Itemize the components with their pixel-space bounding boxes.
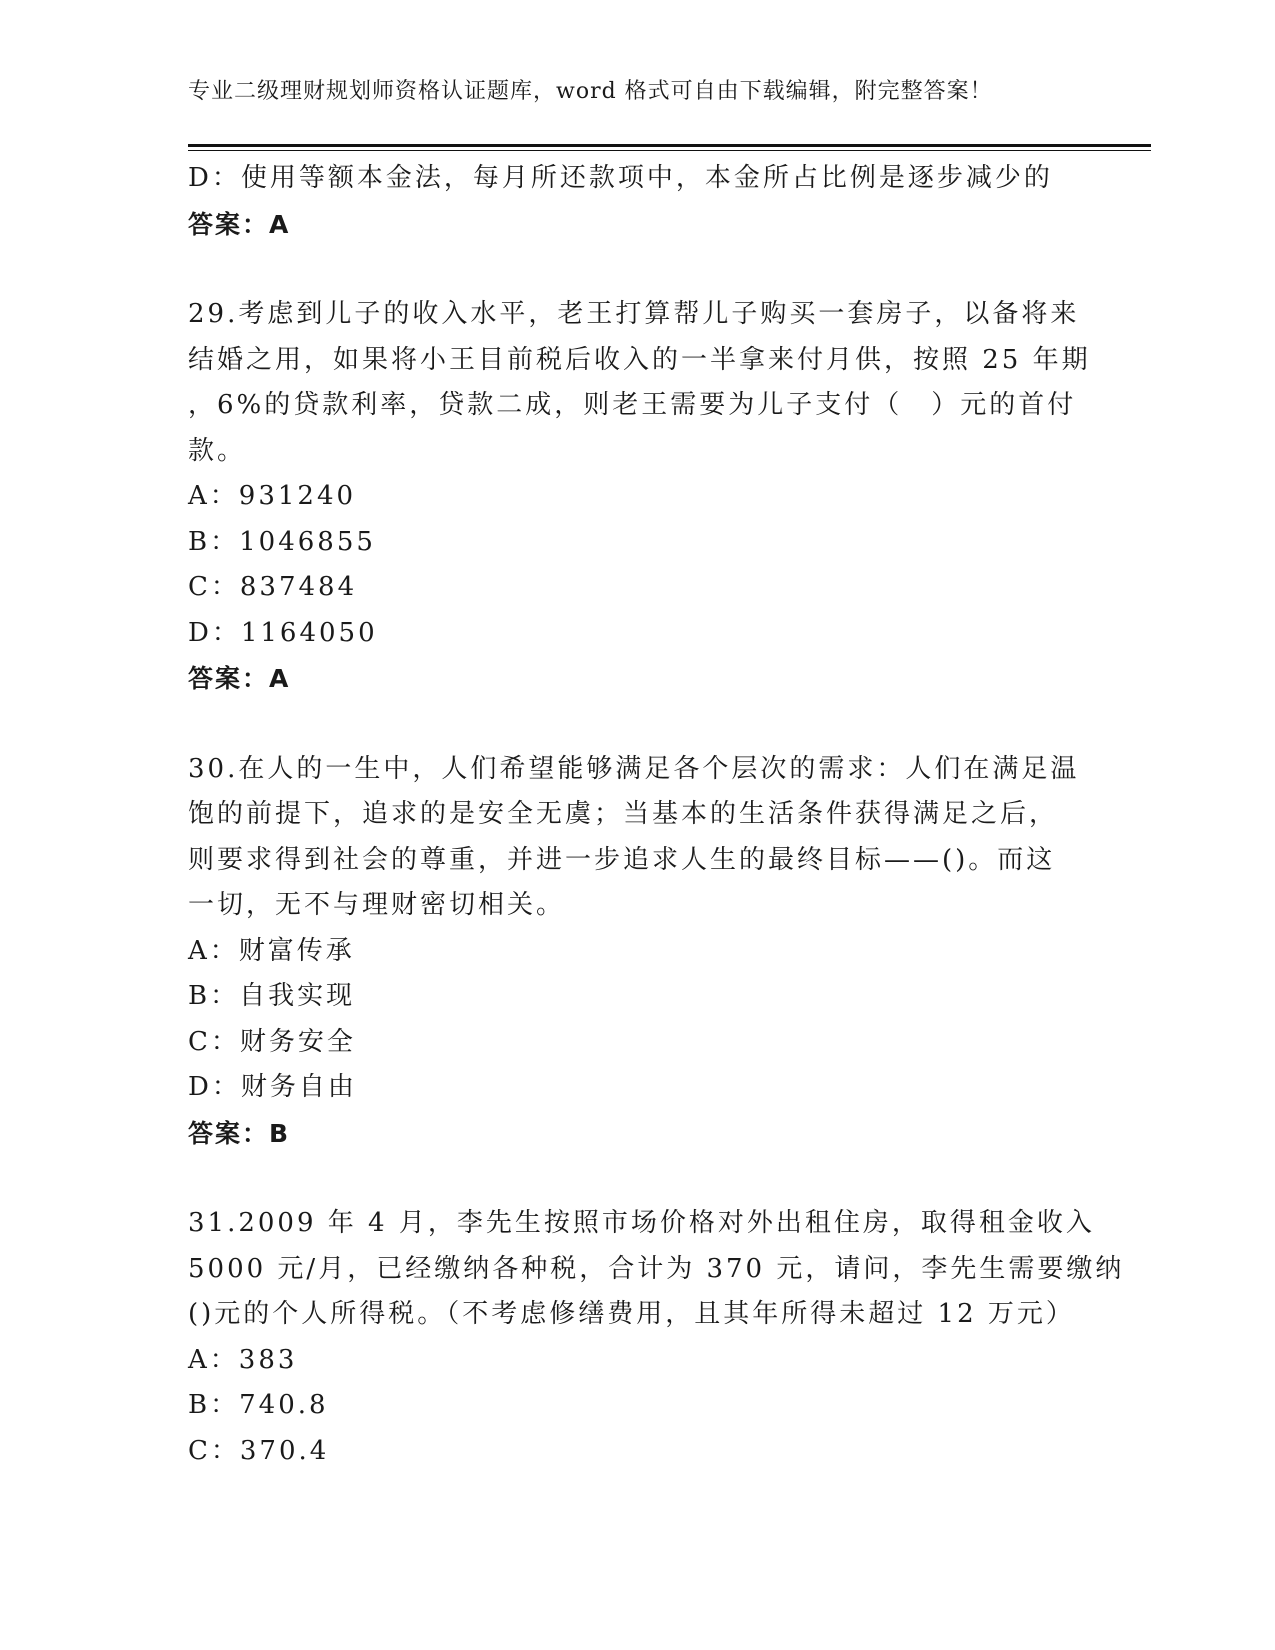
option-line: A：931240 — [188, 481, 357, 511]
question-text-line: 饱的前提下，追求的是安全无虞；当基本的生活条件获得满足之后， — [188, 799, 1059, 829]
question-text-line: 则要求得到社会的尊重，并进一步追求人生的最终目标——()。而这 — [188, 844, 1056, 875]
page-header: 专业二级理财规划师资格认证题库，word 格式可自由下载编辑，附完整答案！ — [188, 79, 993, 104]
option-line: A：383 — [188, 1344, 298, 1375]
question-text-line: ，6%的贷款利率，贷款二成，则老王需要为儿子支付（ ）元的首付 — [188, 390, 1077, 420]
option-line: B：740.8 — [188, 1390, 329, 1420]
question-text-line: ()元的个人所得税。（不考虑修缮费用，且其年所得未超过 12 万元） — [188, 1299, 1075, 1329]
question-block — [188, 747, 1088, 1157]
option-line: D：使用等额本金法，每月所还款项中，本金所占比例是逐步减少的 — [188, 163, 1053, 193]
option-line: B：1046855 — [188, 526, 376, 557]
answer-line: 答案：A — [188, 664, 291, 693]
question-text-line: 30.在人的一生中，人们希望能够满足各个层次的需求：人们在满足温 — [188, 753, 1080, 784]
option-line: C：财务安全 — [188, 1026, 356, 1057]
answer-line: 答案：A — [188, 209, 291, 239]
answer-line: 答案：B — [188, 1118, 291, 1148]
header-rule-thick — [188, 144, 1151, 147]
question-text-line: 29.考虑到儿子的收入水平，老王打算帮儿子购买一套房子，以备将来 — [188, 299, 1080, 329]
question-list — [188, 156, 1125, 1474]
option-line: D：财务自由 — [188, 1072, 357, 1102]
question-block — [188, 292, 1091, 702]
option-line: C：837484 — [188, 572, 358, 602]
question-block — [188, 156, 1088, 247]
question-text-line: 结婚之用，如果将小王目前税后收入的一半拿来付月供，按照 25 年期 — [188, 344, 1091, 375]
option-line: D：1164050 — [188, 617, 378, 648]
question-block — [188, 1201, 1125, 1474]
question-text-line: 5000 元/月，已经缴纳各种税，合计为 370 元，请问，李先生需要缴纳 — [188, 1253, 1125, 1284]
question-text-line: 31.2009 年 4 月，李先生按照市场价格对外出租住房，取得租金收入 — [188, 1208, 1095, 1238]
question-text-line: 款。 — [188, 435, 247, 466]
option-line: A：财富传承 — [188, 935, 355, 966]
option-line: B：自我实现 — [188, 981, 356, 1011]
question-text-line: 一切，无不与理财密切相关。 — [188, 890, 566, 920]
header-rule-thin — [188, 150, 1151, 151]
option-line: C：370.4 — [188, 1435, 330, 1466]
